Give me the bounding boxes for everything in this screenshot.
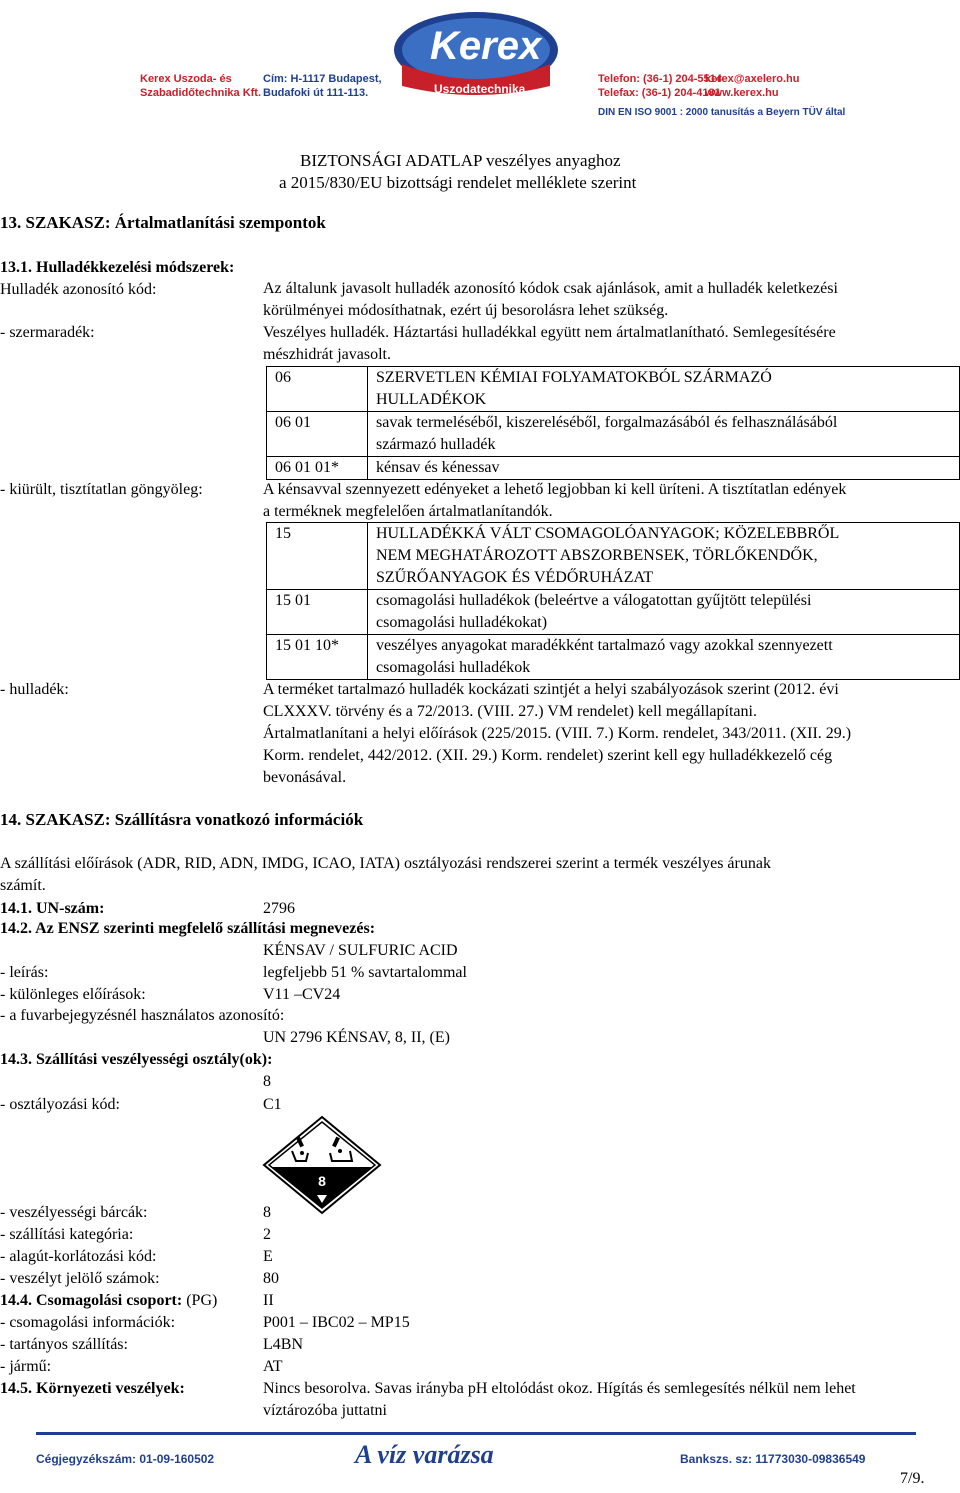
tunnel-code-label: - alagút-korlátozási kód: bbox=[0, 1248, 157, 1265]
waste-label: - hulladék: bbox=[0, 681, 69, 698]
waste-description: savak termeléséből, kiszereléséből, forgalmazásából és felhasználásából származó hulladék bbox=[368, 412, 960, 457]
tank-transport-value: L4BN bbox=[263, 1336, 303, 1353]
hazard-class-label: 14.3. Szállítási veszélyességi osztály(ok): bbox=[0, 1051, 273, 1068]
company-address: Cím: H-1117 Budapest, Budafoki út 111-113. bbox=[263, 73, 382, 99]
consignment-id-label: - a fuvarbejegyzésnél használatos azonosító: bbox=[0, 1007, 285, 1024]
tunnel-code-value: E bbox=[263, 1248, 273, 1265]
waste-code: 15 bbox=[267, 523, 368, 590]
transport-category-value: 2 bbox=[263, 1226, 271, 1243]
table-row bbox=[267, 457, 960, 480]
table-row bbox=[267, 635, 960, 680]
logo-subtext: Uszodatechnika bbox=[434, 82, 526, 96]
residue-text: Veszélyes hulladék. Háztartási hulladékkal együtt nem ártalmatlanítható. Semlegesítésére mészhidrát javasolt. bbox=[263, 324, 836, 363]
hazard-label-value: 8 bbox=[263, 1204, 271, 1221]
vehicle-label: - jármű: bbox=[0, 1358, 52, 1375]
environmental-hazards-label: 14.5. Környezeti veszélyek: bbox=[0, 1380, 185, 1397]
waste-code: 15 01 10* bbox=[267, 635, 368, 680]
packing-info-value: P001 – IBC02 – MP15 bbox=[263, 1314, 410, 1331]
hazard-class-value: 8 bbox=[263, 1073, 271, 1090]
waste-code-text: Az általunk javasolt hulladék azonosító kódok csak ajánlások, amit a hulladék keletkezési körülményei módosíthatnak, ezért új besorolásra lehet szükség. bbox=[263, 280, 838, 319]
company-registration: Cégjegyzékszám: 01-09-160502 bbox=[36, 1452, 215, 1466]
waste-description: kénsav és kénessav bbox=[368, 457, 960, 480]
transport-category-label: - szállítási kategória: bbox=[0, 1226, 134, 1243]
un-number-value: 2796 bbox=[263, 900, 295, 917]
packing-group-label: 14.4. Csomagolási csoport: (PG) bbox=[0, 1292, 218, 1309]
bank-account: Bankszs. sz: 11773030-09836549 bbox=[680, 1452, 866, 1466]
iso-certification: DIN EN ISO 9001 : 2000 tanusítás a Beyern TÜV által bbox=[598, 107, 846, 118]
waste-text: A terméket tartalmazó hulladék kockázati szintjét a helyi szabályozások szerint (2012. évi CLXXXV. törvény és a 72/2013. (VIII. 27.) VM rendelet) kell megállapítani. Ártalmatlanítani a helyi előírások (225/2015. (VIII. 7.) Korm. rendelet, 343/2011. (XII. 29.) Korm. rendelet, 442/2012. (XII. 29.) Korm. rendelet) szerint kell egy hulladékkezelő cég bevonásával. bbox=[263, 681, 852, 786]
hazard-number-label: - veszélyt jelölő számok: bbox=[0, 1270, 160, 1287]
company-name: Kerex Uszoda- és Szabadidőtechnika Kft. bbox=[140, 73, 262, 99]
table-row bbox=[267, 523, 960, 590]
waste-code-table-2 bbox=[266, 522, 960, 680]
contact-phone-fax: Telefon: (36-1) 204-5514 Telefax: (36-1) 204-4181 bbox=[598, 73, 722, 99]
consignment-id-value: UN 2796 KÉNSAV, 8, II, (E) bbox=[263, 1029, 450, 1046]
waste-description: SZERVETLEN KÉMIAI FOLYAMATOKBÓL SZÁRMAZÓ HULLADÉKOK bbox=[368, 367, 960, 412]
document-subtitle: a 2015/830/EU bizottsági rendelet melléklete szerint bbox=[279, 173, 637, 192]
waste-code: 06 01 bbox=[267, 412, 368, 457]
un-number-label: 14.1. UN-szám: bbox=[0, 900, 105, 917]
special-provisions-label: - különleges előírások: bbox=[0, 986, 146, 1003]
waste-description: csomagolási hulladékok (beleértve a válogatottan gyűjtött települési csomagolási hulladékokat) bbox=[368, 590, 960, 635]
company-logo bbox=[390, 6, 562, 104]
empty-packaging-text: A kénsavval szennyezett edényeket a lehető legjobban ki kell üríteni. A tisztítatlan edények a terméknek megfelelően ártalmatlanítandók. bbox=[263, 481, 847, 520]
transport-intro: A szállítási előírások (ADR, RID, ADN, IMDG, ICAO, IATA) osztályozási rendszerei szerint a termék veszélyes árunak számít. bbox=[0, 855, 771, 894]
waste-code: 06 01 01* bbox=[267, 457, 368, 480]
pictogram-class-number: 8 bbox=[318, 1173, 326, 1189]
table-row bbox=[267, 367, 960, 412]
hazard-label-label: - veszélyességi bárcák: bbox=[0, 1204, 148, 1221]
section-13-title: 13. SZAKASZ: Ártalmatlanítási szempontok bbox=[0, 213, 326, 232]
waste-code-table-1 bbox=[266, 366, 960, 480]
special-provisions-value: V11 –CV24 bbox=[263, 986, 341, 1003]
contact-email-web: kerex@axelero.hu www.kerex.hu bbox=[705, 73, 800, 99]
shipping-name-value: KÉNSAV / SULFURIC ACID bbox=[263, 942, 458, 959]
environmental-hazards-text: Nincs besorolva. Savas irányba pH eltolódást okoz. Hígítás és semlegesítés nélkül nem lehet víztározóba juttatni bbox=[263, 1380, 856, 1419]
waste-description: veszélyes anyagokat maradékként tartalmazó vagy azokkal szennyezett csomagolási hulladékok bbox=[368, 635, 960, 680]
description-value: legfeljebb 51 % savtartalommal bbox=[263, 964, 467, 981]
section-14-title: 14. SZAKASZ: Szállításra vonatkozó információk bbox=[0, 810, 364, 829]
shipping-name-label: 14.2. Az ENSZ szerinti megfelelő szállítási megnevezés: bbox=[0, 920, 376, 937]
table-row bbox=[267, 412, 960, 457]
footer-divider bbox=[36, 1432, 916, 1435]
classification-code-value: C1 bbox=[263, 1096, 282, 1113]
description-label: - leírás: bbox=[0, 964, 49, 981]
logo-text: Kerex bbox=[430, 24, 542, 68]
classification-code-label: - osztályozási kód: bbox=[0, 1096, 120, 1113]
section-13-1-heading: 13.1. Hulladékkezelési módszerek: bbox=[0, 259, 235, 276]
packing-info-label: - csomagolási információk: bbox=[0, 1314, 176, 1331]
page-number: 7/9. bbox=[900, 1470, 925, 1487]
document-title: BIZTONSÁGI ADATLAP veszélyes anyaghoz bbox=[300, 151, 621, 170]
waste-description: HULLADÉKKÁ VÁLT CSOMAGOLÓANYAGOK; KÖZELEBBRŐL NEM MEGHATÁROZOTT ABSZORBENSEK, TÖRLŐKENDŐK, SZŰRŐANYAGOK ÉS VÉDŐRUHÁZAT bbox=[368, 523, 960, 590]
waste-code: 15 01 bbox=[267, 590, 368, 635]
waste-code-label: Hulladék azonosító kód: bbox=[0, 281, 157, 298]
residue-label: - szermaradék: bbox=[0, 324, 95, 341]
tank-transport-label: - tartányos szállítás: bbox=[0, 1336, 128, 1353]
hazard-number-value: 80 bbox=[263, 1270, 279, 1287]
vehicle-value: AT bbox=[263, 1358, 283, 1375]
empty-packaging-label: - kiürült, tisztítatlan göngyöleg: bbox=[0, 481, 203, 498]
waste-code: 06 bbox=[267, 367, 368, 412]
packing-group-value: II bbox=[263, 1292, 274, 1309]
corrosive-diamond-icon bbox=[262, 1115, 382, 1215]
table-row bbox=[267, 590, 960, 635]
slogan: A víz varázsa bbox=[355, 1440, 494, 1469]
